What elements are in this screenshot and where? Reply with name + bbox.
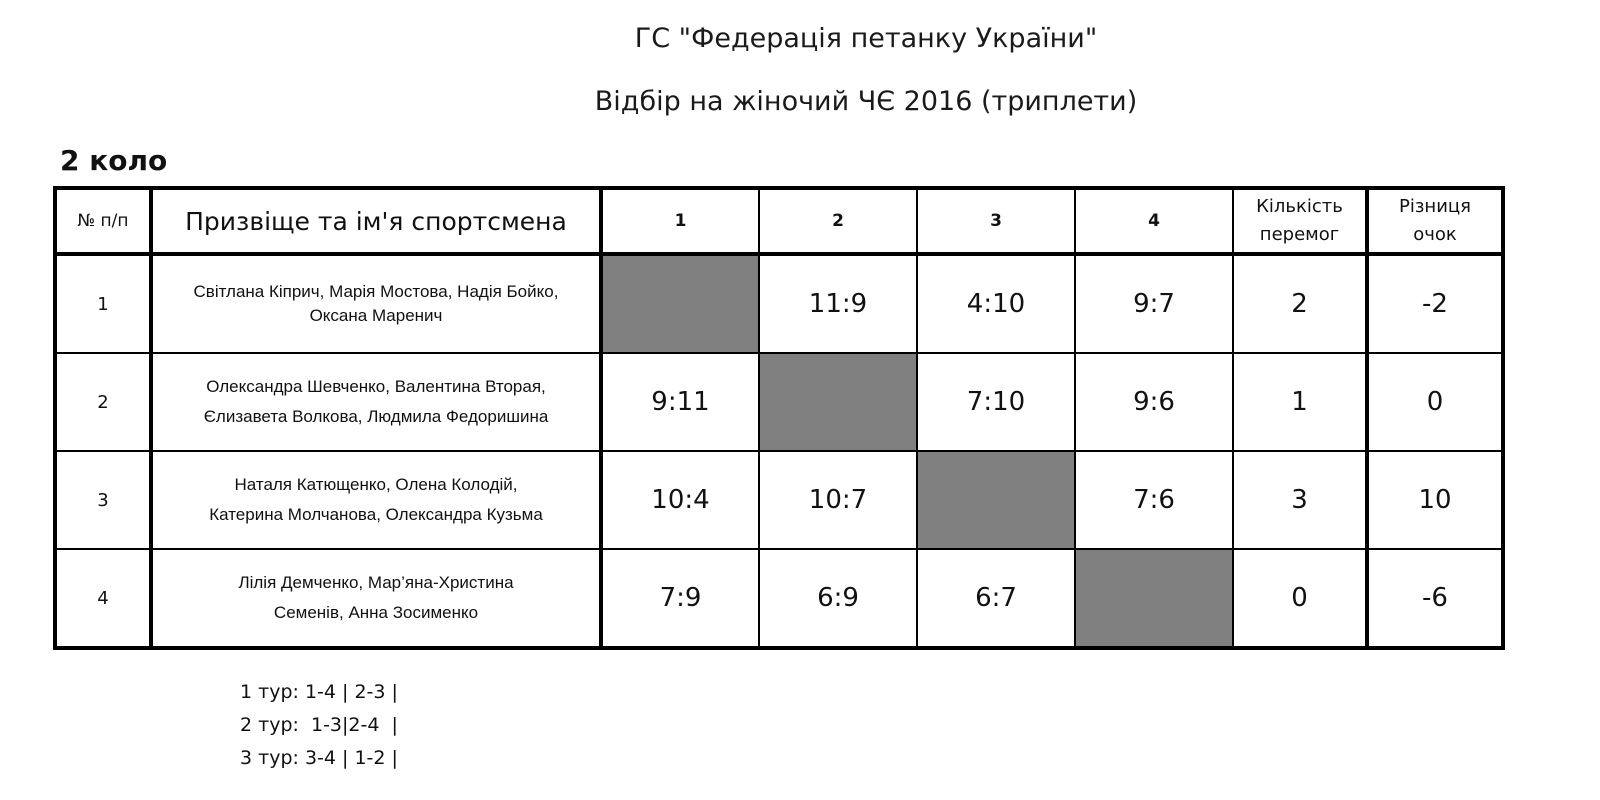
- schedule-line-tour-2: 2 тур: 1-3|2-4 |: [240, 714, 398, 736]
- wins-cell: 0: [1233, 549, 1367, 648]
- score-cell: 7:10: [917, 353, 1075, 451]
- score-cell: 9:7: [1075, 254, 1233, 353]
- team-names-line2: Катерина Молчанова, Олександра Кузьма: [209, 505, 543, 524]
- team-names-line1: Олександра Шевченко, Валентина Вторая,: [206, 377, 546, 396]
- team-names-line2: Семенів, Анна Зосименко: [273, 603, 479, 622]
- points-diff-cell: -2: [1367, 254, 1503, 353]
- team-names-line1: Лілія Демченко, Мар’яна-Христина: [238, 573, 514, 592]
- points-diff-cell: -6: [1367, 549, 1503, 648]
- results-table: [53, 186, 1505, 650]
- header-points-diff: [1367, 188, 1503, 254]
- score-cell: 10:7: [759, 451, 917, 549]
- blocked-cell: [1075, 549, 1233, 648]
- table-row: [55, 451, 1503, 549]
- header-opponent-3: 3: [917, 188, 1075, 254]
- score-cell: 9:11: [601, 353, 759, 451]
- header-diff-line1: Різниця: [1399, 196, 1471, 217]
- team-names: [151, 254, 601, 353]
- score-cell: 7:6: [1075, 451, 1233, 549]
- row-number: 3: [55, 451, 151, 549]
- schedule-line-tour-1: 1 тур: 1-4 | 2-3 |: [240, 681, 398, 703]
- blocked-cell: [759, 353, 917, 451]
- score-cell: 11:9: [759, 254, 917, 353]
- header-opponent-4: 4: [1075, 188, 1233, 254]
- table-header-row: [55, 188, 1503, 254]
- score-cell: 10:4: [601, 451, 759, 549]
- team-names: [151, 451, 601, 549]
- table-row: [55, 549, 1503, 648]
- score-cell: 4:10: [917, 254, 1075, 353]
- round-label: 2 коло: [60, 144, 168, 177]
- score-cell: 7:9: [601, 549, 759, 648]
- team-names-line2: Оксана Маренич: [309, 306, 443, 325]
- header-athletes: Призвіще та ім'я спортсмена: [151, 188, 601, 254]
- points-diff-cell: 0: [1367, 353, 1503, 451]
- event-title: Відбір на жіночий ЧЄ 2016 (триплети): [594, 86, 1138, 117]
- team-names-line1: Світлана Кіприч, Марія Мостова, Надія Бойко,: [193, 282, 559, 301]
- wins-cell: 1: [1233, 353, 1367, 451]
- header-opponent-1: 1: [601, 188, 759, 254]
- wins-cell: 3: [1233, 451, 1367, 549]
- header-diff-line2: очок: [1413, 224, 1457, 245]
- table-row: [55, 353, 1503, 451]
- header-wins-line1: Кількість: [1256, 196, 1343, 217]
- header-wins: [1233, 188, 1367, 254]
- score-cell: 6:7: [917, 549, 1075, 648]
- row-number: 4: [55, 549, 151, 648]
- federation-title: ГС "Федерація петанку України": [634, 23, 1098, 54]
- table-row: [55, 254, 1503, 353]
- schedule-line-tour-3: 3 тур: 3-4 | 1-2 |: [240, 747, 398, 769]
- score-cell: 6:9: [759, 549, 917, 648]
- team-names-line1: Наталя Катющенко, Олена Колодій,: [234, 475, 518, 494]
- team-names: [151, 353, 601, 451]
- score-cell: 9:6: [1075, 353, 1233, 451]
- match-schedule: [240, 676, 398, 775]
- header-opponent-2: 2: [759, 188, 917, 254]
- blocked-cell: [917, 451, 1075, 549]
- header-wins-line2: перемог: [1259, 224, 1340, 245]
- header-number: № п/п: [55, 188, 151, 254]
- blocked-cell: [601, 254, 759, 353]
- points-diff-cell: 10: [1367, 451, 1503, 549]
- wins-cell: 2: [1233, 254, 1367, 353]
- row-number: 1: [55, 254, 151, 353]
- team-names: [151, 549, 601, 648]
- row-number: 2: [55, 353, 151, 451]
- team-names-line2: Єлизавета Волкова, Людмила Федоришина: [203, 407, 549, 426]
